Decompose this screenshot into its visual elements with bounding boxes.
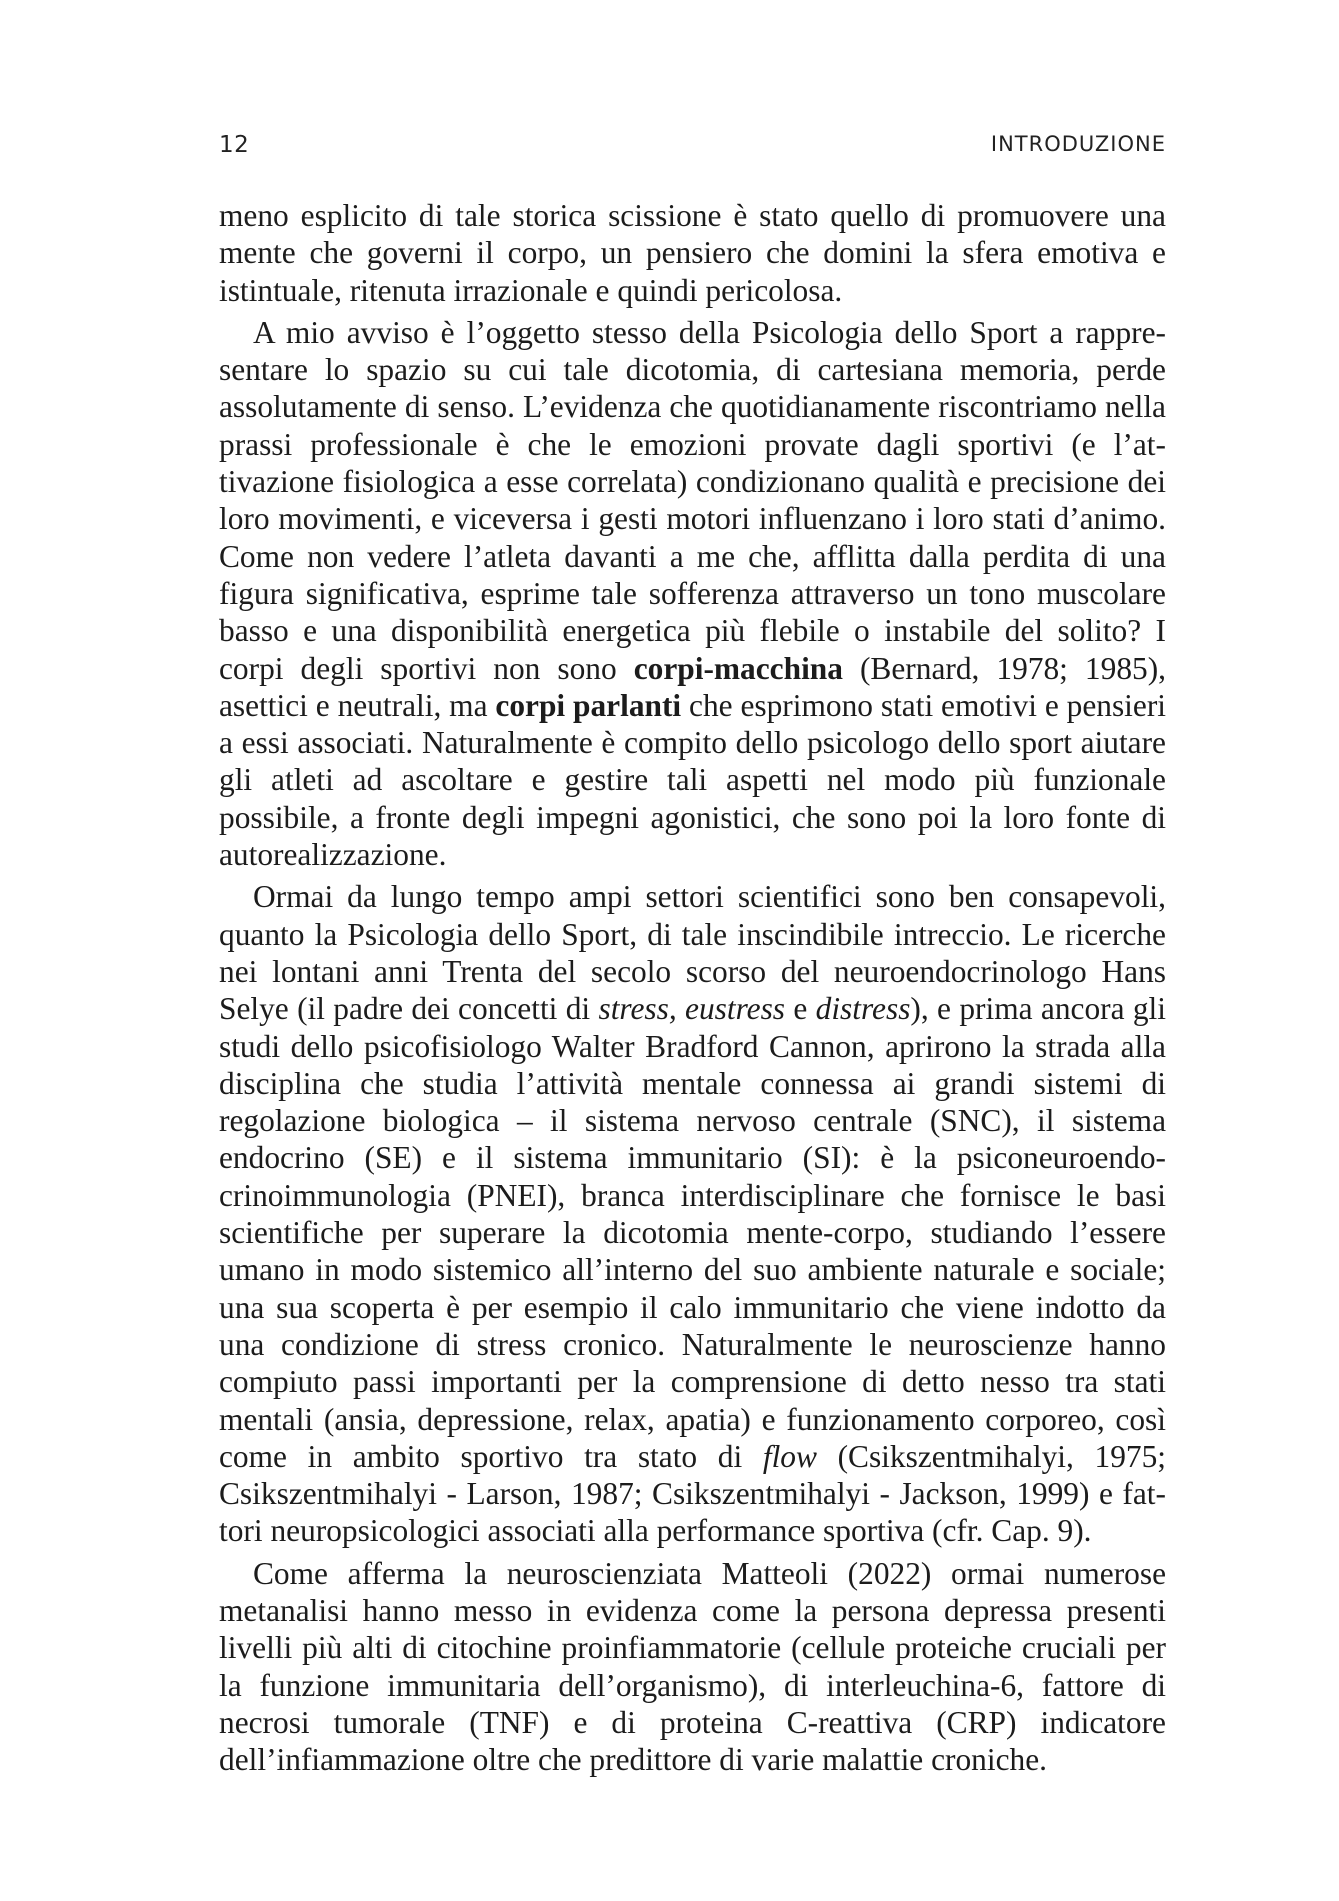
page-number: 12 [219, 132, 250, 158]
italic-term: flow [762, 1438, 817, 1474]
paragraph-2 [219, 314, 1166, 873]
paragraph-1 [219, 197, 1166, 309]
bold-term: corpi-macchina [633, 650, 843, 686]
text-run: ), e prima ancora gli studi dello psicofisiologo Walter Bradford Cannon, aprirono la strada alla disciplina che studia l’attività mentale connessa ai grandi sistemi di regolazione biologica – il sistema nervoso centrale (SNC), il sistema endocrino (SE) e il sistema immunitario (SI): è la psiconeuroendocrinoimmunologia (PNEI), branca interdisciplinare che fornisce le basi scientifiche per superare la dicotomia mente-corpo, studiando l’essere umano in modo sistemico all’interno del suo ambiente naturale e sociale; una sua scoperta è per esempio il calo immunitario che viene indotto da una condizione di stress cronico. Naturalmente le neuroscienze hanno compiuto passi importanti per la comprensione di detto nesso tra stati mentali (ansia, depressione, relax, apatia) e funzionamento corporeo, così come in ambito sportivo tra stato di [219, 991, 1167, 1474]
text-run: Come afferma la neuroscienziata Matteoli (2022) ormai numerose metanalisi hanno messo in evidenza come la persona depressa presenti livelli più alti di citochine proinfiammatorie (cellule proteiche cruciali per la funzione immunitaria dell’organismo), di interleuchina-6, fattore di necrosi tumorale (TNF) e di proteina C-reattiva (CRP) indicatore dell’infiammazione oltre che predittore di varie malattie croniche. [219, 1555, 1166, 1778]
section-title: INTRODUZIONE [990, 132, 1166, 156]
italic-term: distress [815, 991, 911, 1027]
running-header [219, 132, 1166, 172]
paragraph-3 [219, 878, 1166, 1549]
paragraph-4 [219, 1555, 1166, 1779]
text-run: meno esplicito di tale storica scissione è stato quello di promuovere una mente che governi il corpo, un pensiero che domini la sfera emotiva e istintuale, ritenuta irrazionale e quindi pericolosa. [219, 198, 1166, 308]
italic-term: stress, eustress [598, 991, 786, 1027]
text-run: A mio avviso è l’oggetto stesso della Psicologia dello Sport a rappresentare lo spazio su cui tale dicotomia, di cartesiana memoria, perde assolutamente di senso. L’evidenza che quotidianamente riscontriamo nella prassi professionale è che le emozioni provate dagli sportivi (e l’attivazione fisiologica a esse correlata) condizionano qualità e precisione dei loro movimenti, e viceversa i gesti motori influenzano i loro stati d’animo. Come non vedere l’atleta davanti a me che, afflitta dalla perdita di una figura significativa, esprime tale sofferenza attraverso un tono muscolare basso e una disponibilità energetica più flebile o instabile del solito? I corpi degli sportivi non sono [219, 314, 1166, 686]
text-run: che esprimono stati emotivi e pensieri a essi associati. Naturalmente è compito dello psicologo dello sport aiutare gli atleti ad ascoltare e gestire tali aspetti nel modo più funzionale possibile, a fronte degli impegni agonistici, che sono poi la loro fonte di autorealizzazione. [219, 687, 1166, 873]
text-run: (Bernard, 1978; 1985), asettici e neutrali, ma [219, 650, 1167, 723]
bold-term: corpi parlanti [495, 687, 682, 723]
text-run: e [785, 991, 816, 1027]
text-run: Ormai da lungo tempo ampi settori scientifici sono ben consapevoli, quanto la Psicologia dello Sport, di tale inscindibile intreccio. Le ricerche nei lontani anni Trenta del secolo scorso del neuroendocrinologo Hans Selye (il padre dei concetti di [219, 879, 1166, 1027]
text-run: (Csikszentmihalyi, 1975; Csikszentmihalyi - Larson, 1987; Csikszentmihalyi - Jackson, 1999) e fattori neuropsicologici associati alla performance sportiva (cfr. Cap. 9). [219, 1438, 1166, 1549]
body-text [219, 197, 1166, 1778]
